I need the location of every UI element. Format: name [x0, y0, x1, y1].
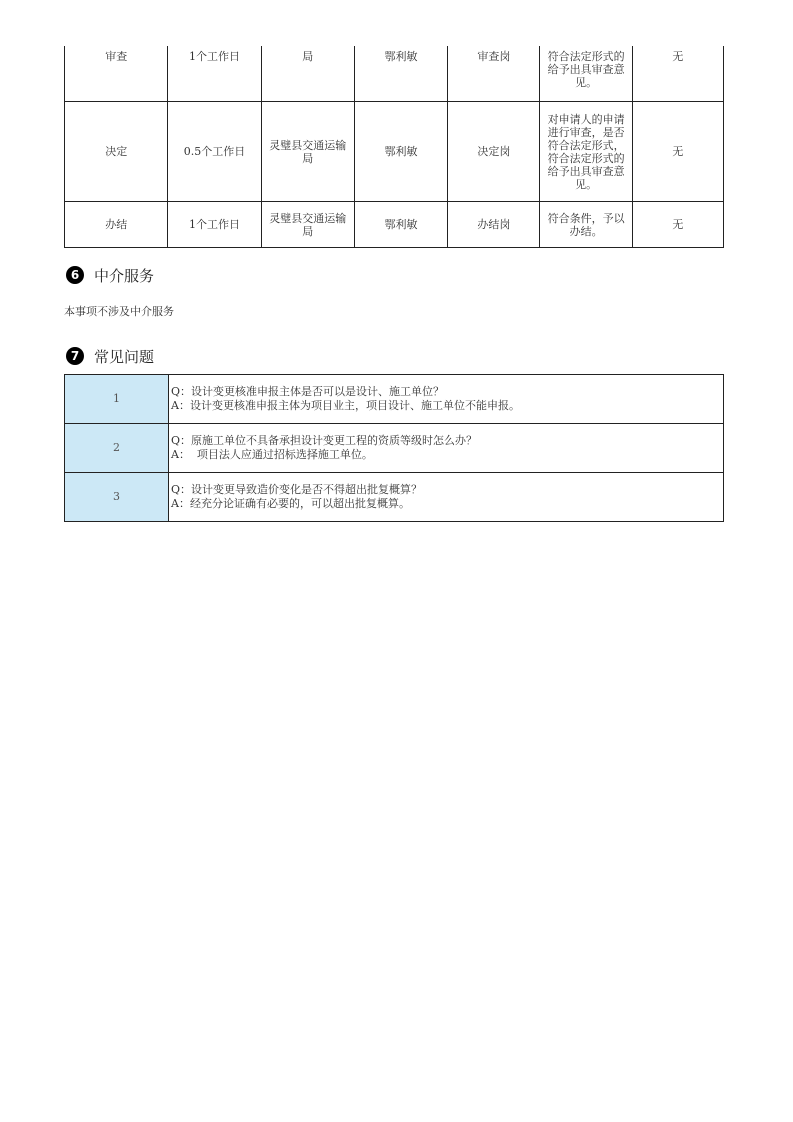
faq-content — [169, 424, 724, 473]
criteria-cell: 对申请人的申请进行审查，是否符合法定形式，符合法定形式的给予出具审查意见。 — [540, 102, 632, 202]
time-cell: 1个工作日 — [168, 46, 261, 102]
faq-index: 2 — [65, 424, 169, 473]
process-table — [64, 46, 724, 248]
faq-index: 3 — [65, 473, 169, 522]
faq-row — [65, 424, 724, 473]
section-title: 常见问题 — [94, 347, 155, 366]
section-heading-intermediary — [66, 265, 154, 285]
post-cell: 审查岗 — [448, 46, 540, 102]
faq-index: 1 — [65, 375, 169, 424]
section-number-badge: 7 — [66, 347, 84, 365]
faq-row — [65, 473, 724, 522]
faq-table — [64, 374, 724, 522]
result-cell: 无 — [632, 102, 723, 202]
faq-content — [169, 473, 724, 522]
step-cell: 审查 — [65, 46, 168, 102]
intermediary-note: 本事项不涉及中介服务 — [64, 305, 174, 318]
faq-answer: A：经充分论证确有必要的，可以超出批复概算。 — [171, 497, 410, 510]
faq-question: Q：设计变更导致造价变化是否不得超出批复概算？ — [171, 483, 423, 496]
faq-answer: A：设计变更核准申报主体为项目业主，项目设计、施工单位不能申报。 — [171, 399, 520, 412]
criteria-cell: 符合法定形式的给予出具审查意见。 — [540, 46, 632, 102]
faq-question: Q：原施工单位不具备承担设计变更工程的资质等级时怎么办？ — [171, 434, 478, 447]
faq-content — [169, 375, 724, 424]
table-row — [65, 202, 724, 248]
person-cell: 鄂利敏 — [354, 102, 447, 202]
result-cell: 无 — [632, 46, 723, 102]
post-cell: 决定岗 — [448, 102, 540, 202]
table-row — [65, 102, 724, 202]
section-title: 中介服务 — [94, 266, 155, 285]
person-cell: 鄂利敏 — [354, 202, 447, 248]
result-cell: 无 — [632, 202, 723, 248]
table-row — [65, 46, 724, 102]
person-cell: 鄂利敏 — [354, 46, 447, 102]
section-number-badge: 6 — [66, 266, 84, 284]
faq-answer: A： 项目法人应通过招标选择施工单位。 — [171, 448, 373, 461]
department-cell: 灵璧县交通运输局 — [261, 102, 354, 202]
faq-row — [65, 375, 724, 424]
step-cell: 决定 — [65, 102, 168, 202]
section-heading-faq — [66, 346, 154, 366]
criteria-cell: 符合条件，予以办结。 — [540, 202, 632, 248]
department-cell: 局 — [261, 46, 354, 102]
time-cell: 0.5个工作日 — [168, 102, 261, 202]
faq-question: Q：设计变更核准申报主体是否可以是设计、施工单位？ — [171, 385, 445, 398]
post-cell: 办结岗 — [448, 202, 540, 248]
step-cell: 办结 — [65, 202, 168, 248]
time-cell: 1个工作日 — [168, 202, 261, 248]
department-cell: 灵璧县交通运输局 — [261, 202, 354, 248]
